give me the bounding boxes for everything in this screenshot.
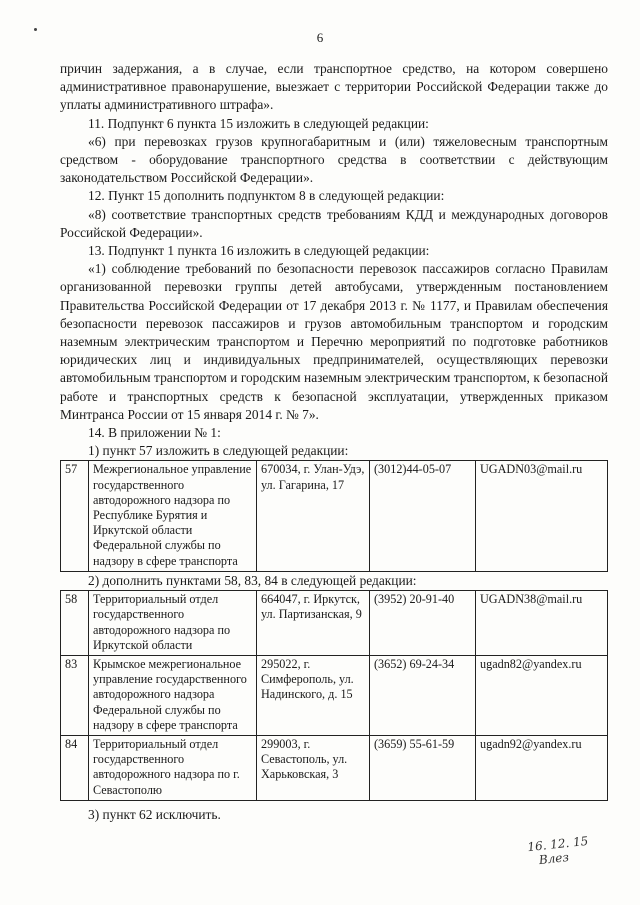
document-body xyxy=(60,60,608,824)
table-row xyxy=(61,735,608,800)
address-cell: 299003, г. Севастополь, ул. Харьковская, 3 xyxy=(257,735,370,800)
phone-cell: (3652) 69-24-34 xyxy=(370,655,476,735)
paragraph-sub-3: 3) пункт 62 исключить. xyxy=(88,806,221,822)
paragraph-item-13: 13. Подпункт 1 пункта 16 изложить в следующей редакции: xyxy=(88,243,430,259)
row-number: 58 xyxy=(61,591,89,656)
row-number: 57 xyxy=(61,461,89,571)
signature-date: 16. 12. 15 xyxy=(526,833,589,855)
organization-name: Территориальный отдел государственного автодорожного надзора по г. Севастополю xyxy=(89,735,257,800)
paragraph-item-12: 12. Пункт 15 дополнить подпунктом 8 в следующей редакции: xyxy=(88,188,445,204)
row-number: 83 xyxy=(61,655,89,735)
email-cell: ugadn92@yandex.ru xyxy=(476,735,608,800)
table-row xyxy=(61,461,608,571)
phone-cell: (3012)44-05-07 xyxy=(370,461,476,571)
handwritten-signature xyxy=(527,832,609,868)
paragraph-continuation: причин задержания, а в случае, если транспортное средство, на котором совершено административное правонарушение, выезжает с территории Российской Федерации также до уплаты административного штрафа». xyxy=(60,61,608,113)
paragraph-item-12-text: «8) соответствие транспортных средств требованиям КДД и международных договоров Российской Федерации». xyxy=(60,206,608,240)
paragraph-item-14: 14. В приложении № 1: xyxy=(88,425,221,441)
phone-cell: (3952) 20-91-40 xyxy=(370,591,476,656)
table-row xyxy=(61,591,608,656)
address-cell: 670034, г. Улан-Удэ, ул. Гагарина, 17 xyxy=(257,461,370,571)
organization-name: Территориальный отдел государственного автодорожного надзора по Иркутской области xyxy=(89,591,257,656)
email-cell: UGADN38@mail.ru xyxy=(476,591,608,656)
paragraph-sub-2: 2) дополнить пунктами 58, 83, 84 в следующей редакции: xyxy=(88,572,417,588)
paragraph-sub-1: 1) пункт 57 изложить в следующей редакции: xyxy=(88,443,349,459)
paragraph-item-11-text: «6) при перевозках грузов крупногабаритным и (или) тяжеловесным транспортным средством - оборудование транспортного средства в соответствии с действующим законодательством Российской Федерации». xyxy=(60,133,608,186)
table-row xyxy=(61,655,608,735)
address-cell: 295022, г. Симферополь, ул. Надинского, д. 15 xyxy=(257,655,370,735)
address-cell: 664047, г. Иркутск, ул. Партизанская, 9 xyxy=(257,591,370,656)
organization-name: Межрегиональное управление государственного автодорожного надзора по Республике Бурятия и Иркутской области Федеральной службы по надзору в сфере транспорта xyxy=(89,461,257,571)
page-number: 6 xyxy=(316,30,324,45)
paragraph-item-11: 11. Подпункт 6 пункта 15 изложить в следующей редакции: xyxy=(88,115,429,131)
paragraph-item-13-text: «1) соблюдение требований по безопасности перевозок пассажиров согласно Правилам организованной перевозки группы детей автобусами, утвержденным постановлением Правительства Российской Федерации от 17 декабря 2013 г. № 1177, и Правилам обеспечения безопасности перевозок пассажиров и грузов автомобильным транспортом и городским наземным электрическим транспортом и Перечню мероприятий по подготовке работников юридических лиц и индивидуальных предпринимателей, осуществляющих перевозки автомобильным транспортом и городским наземным электрическим транспортом, к безопасной работе и транспортных средств к безопасной эксплуатации, утвержденных приказом Минтранса России от 15 января 2014 г. № 7». xyxy=(60,261,608,422)
row-number: 84 xyxy=(61,735,89,800)
organization-name: Крымское межрегиональное управление государственного автодорожного надзора Федеральной службы по надзору в сфере транспорта xyxy=(89,655,257,735)
signature-initials: Влез xyxy=(538,849,570,868)
email-cell: UGADN03@mail.ru xyxy=(476,461,608,571)
appendix-table-1 xyxy=(60,460,608,571)
email-cell: ugadn82@yandex.ru xyxy=(476,655,608,735)
appendix-table-2 xyxy=(60,590,608,801)
phone-cell: (3659) 55-61-59 xyxy=(370,735,476,800)
